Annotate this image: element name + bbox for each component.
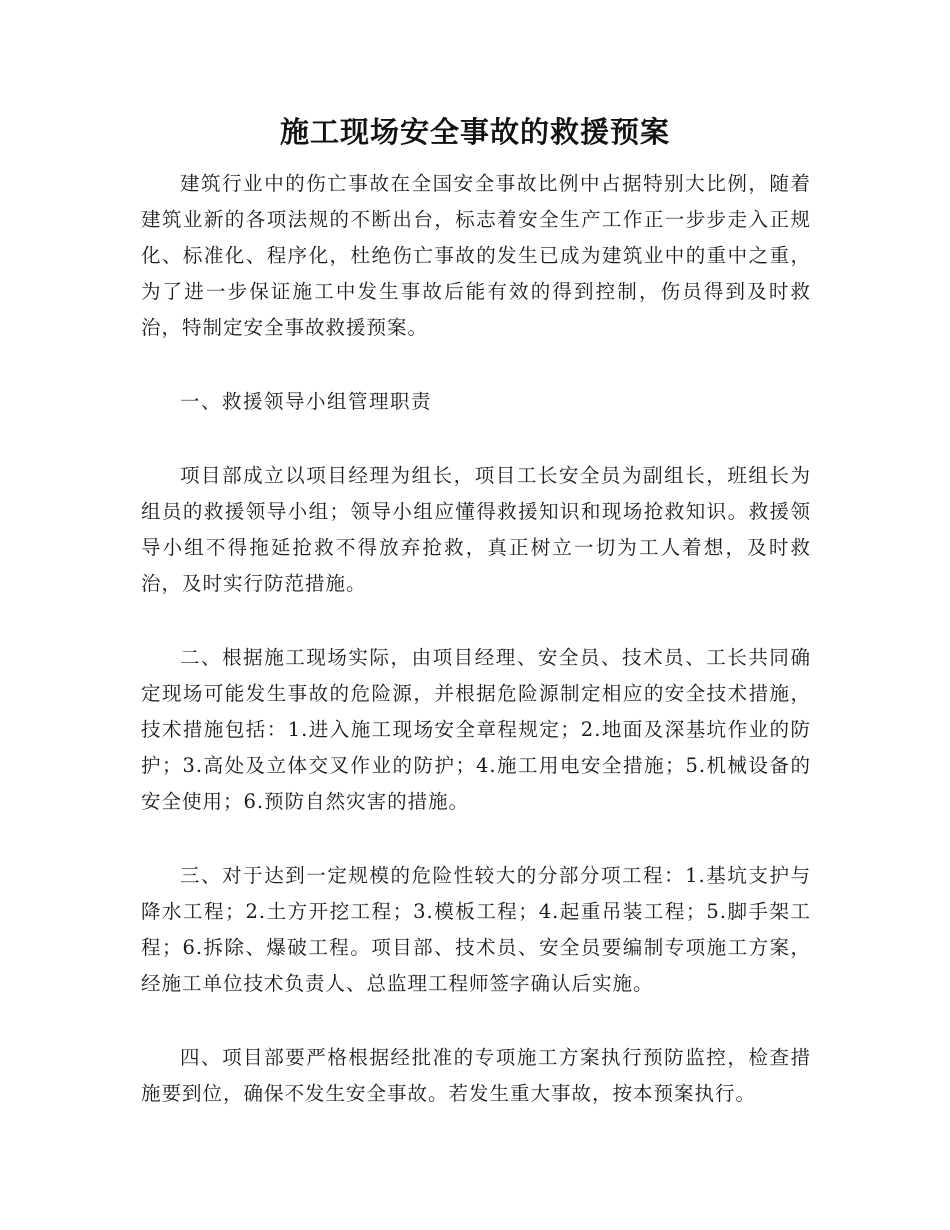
paragraph-section-3: 三、对于达到一定规模的危险性较大的分部分项工程：1.基坑支护与降水工程；2.土方开挖工程；3.模板工程；4.起重吊装工程；5.脚手架工程；6.拆除、爆破工程。项目部、技术员、安全员要编制专项施工方案，经施工单位技术负责人、总监理工程师签字确认后实施。 <box>141 864 811 995</box>
paragraph-intro: 建筑行业中的伤亡事故在全国安全事故比例中占据特别大比例，随着建筑业新的各项法规的不断出台，标志着安全生产工作正一步步走入正规化、标准化、程序化，杜绝伤亡事故的发生已成为建筑业中的重中之重，为了进一步保证施工中发生事故后能有效的得到控制，伤员得到及时救治，特制定安全事故救援预案。 <box>141 172 811 339</box>
paragraph-section-2: 二、根据施工现场实际，由项目经理、安全员、技术员、工长共同确定现场可能发生事故的危险源，并根据危险源制定相应的安全技术措施，技术措施包括：1.进入施工现场安全章程规定；2.地面及深基坑作业的防护；3.高处及立体交叉作业的防护；4.施工用电安全措施；5.机械设备的安全使用；6.预防自然灾害的措施。 <box>141 646 811 813</box>
document-title: 施工现场安全事故的救援预案 <box>279 115 670 149</box>
document-body <box>141 166 811 1112</box>
paragraph-section-1: 项目部成立以项目经理为组长，项目工长安全员为副组长，班组长为组员的救援领导小组；领导小组应懂得救援知识和现场抢救知识。救援领导小组不得拖延抢救不得放弃抢救，真正树立一切为工人着想，及时救治，及时实行防范措施。 <box>141 464 811 595</box>
paragraph-section-4: 四、项目部要严格根据经批准的专项施工方案执行预防监控，检查措施要到位，确保不发生安全事故。若发生重大事故，按本预案执行。 <box>141 1046 811 1105</box>
section-heading-1: 一、救援领导小组管理职责 <box>180 390 433 413</box>
